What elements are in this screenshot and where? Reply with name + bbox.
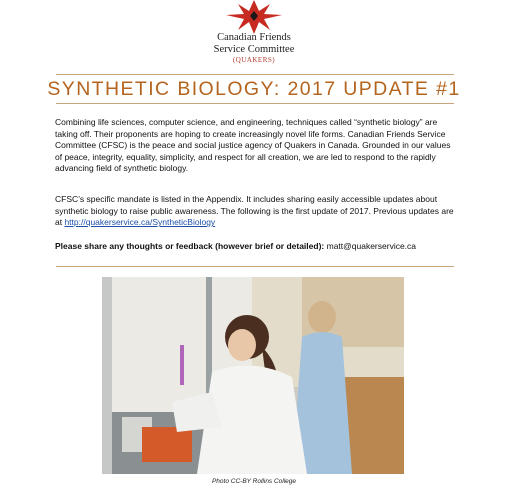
title-bottom-rule xyxy=(56,103,454,104)
feedback-email: matt@quakerservice.ca xyxy=(324,241,417,251)
intro-paragraph: Combining life sciences, computer science, and engineering, techniques called “synthetic biology” are taking off. Their proponents are hoping to create increasingly novel life forms. Canadian Friends Service Committee (CFSC) is the peace and social justice agency of Quakers in Canada. Grounded in our values of peace, integrity, equality, simplicity, and respect for all creation, we are led to respond to the rapidly advancing field of synthetic biology. xyxy=(55,117,451,174)
org-name xyxy=(0,32,508,67)
org-name-quakers: (QUAKERS) xyxy=(232,56,276,64)
title-top-rule xyxy=(56,74,454,75)
section-divider xyxy=(56,266,454,267)
org-name-line2: Service Committee xyxy=(213,43,295,55)
lab-scene-image xyxy=(102,277,404,474)
feedback-prompt: Please share any thoughts or feedback (however brief or detailed): xyxy=(55,241,325,251)
page-title: SYNTHETIC BIOLOGY: 2017 UPDATE #1 xyxy=(47,78,461,100)
lab-photo xyxy=(102,277,404,474)
logo xyxy=(0,0,508,70)
photo-caption: Photo CC-BY Rollins College xyxy=(211,478,297,485)
star-logo-icon xyxy=(226,0,282,34)
updates-link[interactable]: http://quakerservice.ca/SyntheticBiology xyxy=(64,217,216,228)
mandate-text: CFSC’s specific mandate is listed in the Appendix. It includes sharing easily accessible updates about synthetic biology to raise public awareness. The following is the first update of 2017. Previous updates are at xyxy=(55,194,454,228)
feedback-line xyxy=(55,241,457,253)
mandate-paragraph xyxy=(55,194,457,229)
org-name-line1: Canadian Friends xyxy=(217,32,291,43)
